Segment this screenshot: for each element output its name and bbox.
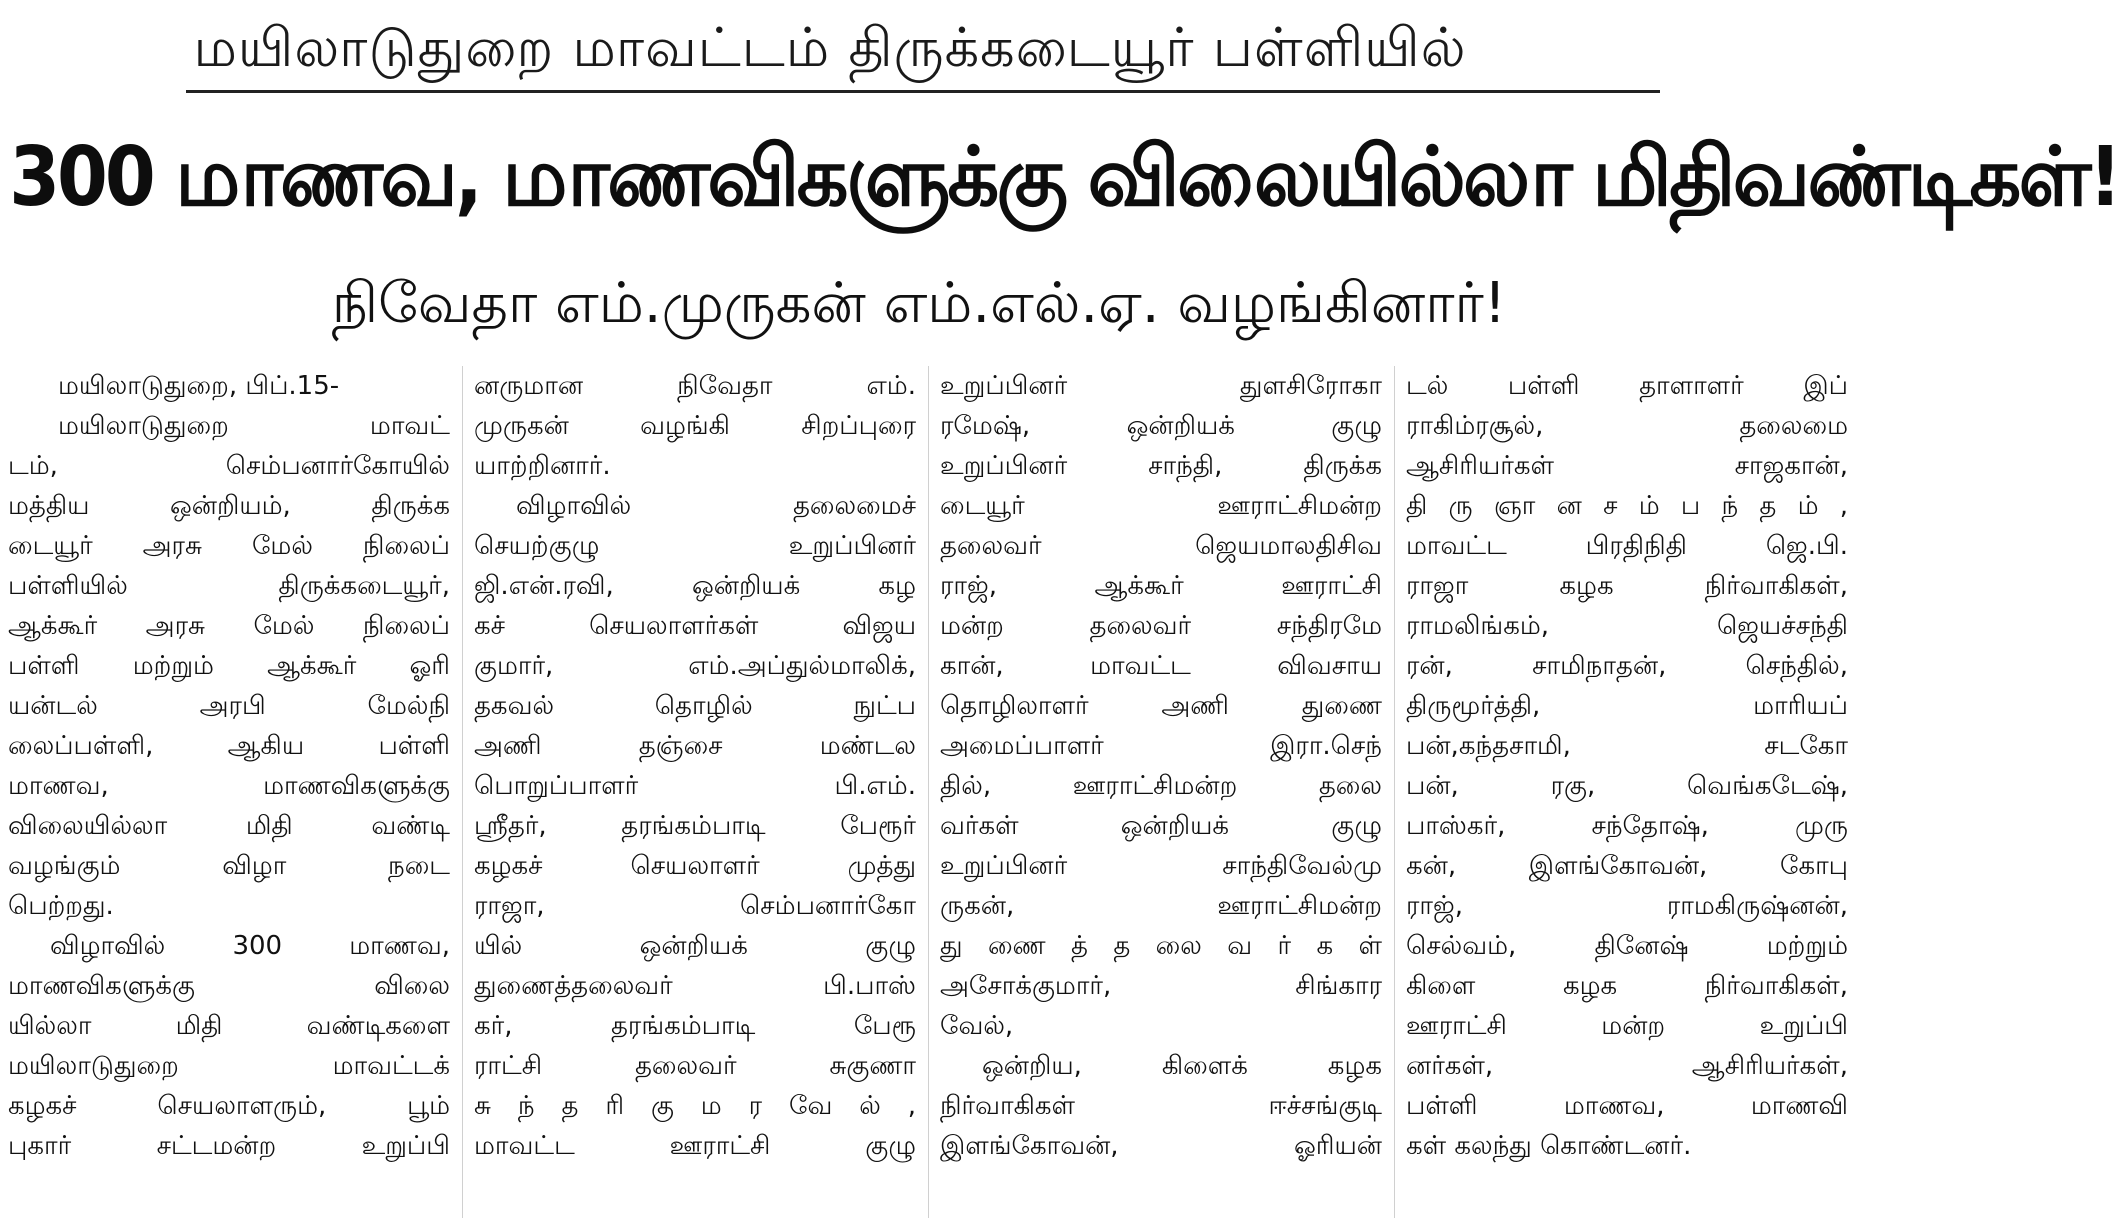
body-line: ஊராட்சி மன்ற உறுப்பி <box>1406 1011 1848 1041</box>
body-line: கான், மாவட்ட விவசாய <box>940 651 1382 681</box>
body-column-4 <box>1406 366 1848 1166</box>
body-line: யன்டல் அரபி மேல்நி <box>8 691 450 721</box>
column-divider <box>462 366 463 1218</box>
body-line: வழங்கும் விழா நடை <box>8 851 450 881</box>
body-line: டல் பள்ளி தாளாளர் இப் <box>1406 371 1848 401</box>
kicker-underline <box>186 90 1660 93</box>
body-line: மாணவ, மாணவிகளுக்கு <box>8 771 450 801</box>
body-line: மயிலாடுதுறை, பிப்.15- <box>58 371 340 401</box>
body-line: தகவல் தொழில் நுட்ப <box>474 691 916 721</box>
body-line: பன்,கந்தசாமி, சடகோ <box>1406 731 1848 761</box>
body-line: யில்லா மிதி வண்டிகளை <box>8 1011 450 1041</box>
body-line: ராமலிங்கம், ஜெயச்சந்தி <box>1406 611 1848 641</box>
body-line: நிர்வாகிகள் ஈச்சங்குடி <box>940 1091 1382 1121</box>
body-line: மாவட்ட ஊராட்சி குழு <box>474 1131 916 1161</box>
body-line: ரமேஷ், ஒன்றியக் குழு <box>940 411 1382 441</box>
body-line: னருமான நிவேதா எம். <box>474 371 916 401</box>
body-line: முருகன் வழங்கி சிறப்புரை <box>474 411 916 441</box>
body-line: கச் செயலாளர்கள் விஜய <box>474 611 916 641</box>
body-line: தொழிலாளர் அணி துணை <box>940 691 1382 721</box>
body-line: பள்ளி மற்றும் ஆக்கூர் ஓரி <box>8 651 450 681</box>
body-line: துணைத்தலைவர் பி.பாஸ் <box>474 971 916 1001</box>
column-divider <box>928 366 929 1218</box>
body-line: டையூர் ஊராட்சிமன்ற <box>940 491 1382 521</box>
body-line: யாற்றினார். <box>474 451 611 481</box>
body-line: தலைவர் ஜெயமாலதிசிவ <box>940 531 1382 561</box>
body-line: பாஸ்கர், சந்தோஷ், முரு <box>1406 811 1848 841</box>
article-body <box>8 366 1848 1218</box>
body-line: விலையில்லா மிதி வண்டி <box>8 811 450 841</box>
body-line: டம், செம்பனார்கோயில் <box>8 451 450 481</box>
body-line: செயற்குழு உறுப்பினர் <box>474 531 916 561</box>
article-subhead: நிவேதா எம்.முருகன் எம்.எல்.ஏ. வழங்கினார்! <box>331 271 1507 336</box>
body-line: திருமூர்த்தி, மாரியப் <box>1406 691 1848 721</box>
body-line: அணி தஞ்சை மண்டல <box>474 731 916 761</box>
body-line: ராஜ், ஆக்கூர் ஊராட்சி <box>940 571 1382 601</box>
body-line: இளங்கோவன், ஓரியன் <box>940 1131 1382 1161</box>
body-line: மயிலாடுதுறை மாவட் <box>58 411 450 441</box>
article-headline: 300 மாணவ, மாணவிகளுக்கு விலையில்லா மிதிவண்டிகள்! <box>9 130 2119 225</box>
body-line: சு ந் த ரி கு ம ர வே ல் , <box>474 1091 916 1121</box>
body-line: ஒன்றிய, கிளைக் கழக <box>982 1051 1382 1081</box>
body-line: லைப்பள்ளி, ஆகிய பள்ளி <box>8 731 450 761</box>
body-line: ஆசிரியர்கள் சாஜகான், <box>1406 451 1848 481</box>
body-line: செல்வம், தினேஷ் மற்றும் <box>1406 931 1848 961</box>
body-line: தில், ஊராட்சிமன்ற தலை <box>940 771 1382 801</box>
body-line: வேல், <box>940 1011 1014 1041</box>
body-line: அமைப்பாளர் இரா.செந் <box>940 731 1382 761</box>
body-line: அசோக்குமார், சிங்கார <box>940 971 1382 1001</box>
body-line: கழகச் செயலாளரும், பூம் <box>8 1091 450 1121</box>
body-line: ராஜா, செம்பனார்கோ <box>474 891 916 921</box>
article-kicker: மயிலாடுதுறை மாவட்டம் திருக்கடையூர் பள்ளியில் <box>193 16 1467 79</box>
body-line: பெற்றது. <box>8 891 114 921</box>
body-line: கழகச் செயலாளர் முத்து <box>474 851 916 881</box>
body-line: வர்கள் ஒன்றியக் குழு <box>940 811 1382 841</box>
body-line: ராட்சி தலைவர் சுகுணா <box>474 1051 916 1081</box>
body-line: கர், தரங்கம்பாடி பேரூ <box>474 1011 916 1041</box>
body-line: விழாவில் தலைமைச் <box>516 491 916 521</box>
body-line: பள்ளி மாணவ, மாணவி <box>1406 1091 1848 1121</box>
body-line: மாவட்ட பிரதிநிதி ஜெ.பி. <box>1406 531 1848 561</box>
body-line: தி ரு ஞா ன ச ம் ப ந் த ம் , <box>1406 491 1848 521</box>
body-line: கன், இளங்கோவன், கோபு <box>1406 851 1848 881</box>
body-line: கிளை கழக நிர்வாகிகள், <box>1406 971 1848 1001</box>
body-line: உறுப்பினர் சாந்தி, திருக்க <box>940 451 1382 481</box>
body-line: விழாவில் 300 மாணவ, <box>50 931 450 961</box>
body-line: ராகிம்ரசூல், தலைமை <box>1406 411 1848 441</box>
body-line: ஜி.என்.ரவி, ஒன்றியக் கழ <box>474 571 916 601</box>
body-line: புகார் சட்டமன்ற உறுப்பி <box>8 1131 450 1161</box>
body-line: பொறுப்பாளர் பி.எம். <box>474 771 916 801</box>
body-column-3 <box>940 366 1382 1166</box>
body-line: ருகன், ஊராட்சிமன்ற <box>940 891 1382 921</box>
body-line: னர்கள், ஆசிரியர்கள், <box>1406 1051 1848 1081</box>
body-line: உறுப்பினர் சாந்திவேல்மு <box>940 851 1382 881</box>
body-line: மன்ற தலைவர் சந்திரமே <box>940 611 1382 641</box>
body-column-2 <box>474 366 916 1166</box>
body-line: ரன், சாமிநாதன், செந்தில், <box>1406 651 1848 681</box>
body-line: உறுப்பினர் துளசிரோகா <box>940 371 1382 401</box>
body-line: மயிலாடுதுறை மாவட்டக் <box>8 1051 450 1081</box>
body-line: ராஜா கழக நிர்வாகிகள், <box>1406 571 1848 601</box>
body-line: பள்ளியில் திருக்கடையூர், <box>8 571 450 601</box>
body-line: யில் ஒன்றியக் குழு <box>474 931 916 961</box>
body-line: து ணை த் த லை வ ர் க ள் <box>940 931 1382 961</box>
body-line: ராஜ், ராமகிருஷ்னன், <box>1406 891 1848 921</box>
body-line: டையூர் அரசு மேல் நிலைப் <box>8 531 450 561</box>
column-divider <box>1394 366 1395 1218</box>
body-line: ஆக்கூர் அரசு மேல் நிலைப் <box>8 611 450 641</box>
body-line: மத்திய ஒன்றியம், திருக்க <box>8 491 450 521</box>
body-line: குமார், எம்.அப்துல்மாலிக், <box>474 651 916 681</box>
body-line: கள் கலந்து கொண்டனர். <box>1406 1131 1692 1161</box>
body-line: ஸ்ரீதர், தரங்கம்பாடி பேரூர் <box>474 811 916 841</box>
body-line: பன், ரகு, வெங்கடேஷ், <box>1406 771 1848 801</box>
body-column-1 <box>8 366 450 1166</box>
body-line: மாணவிகளுக்கு விலை <box>8 971 450 1001</box>
